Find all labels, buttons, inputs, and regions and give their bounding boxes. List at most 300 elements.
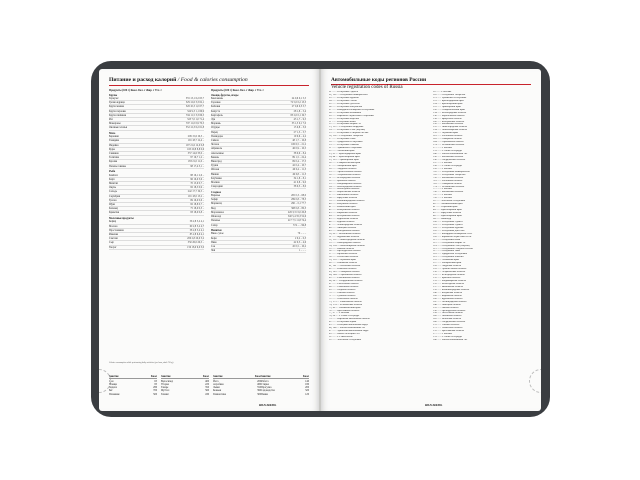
food-values: 48 1,7 – 10,8 — [292, 138, 306, 142]
food-name: Телятина — [109, 156, 120, 160]
energy-row — [109, 393, 157, 396]
region-code-row: 777 ...... г. Москва — [433, 188, 452, 191]
food-values: 191 18,0 13,2 – — [187, 194, 204, 198]
region-code-row: 19 ....... Республика Хакасия — [329, 144, 359, 147]
activity-name: Лыжи — [213, 386, 220, 390]
region-code-row: 47 ....... Ленинградская область — [329, 223, 362, 226]
food-name: Малина — [211, 180, 220, 184]
region-code-row: 112 ...... Республика Марий Эл — [433, 241, 466, 244]
food-name: Макароны — [109, 122, 121, 126]
region-code-row: 36 ....... Воронежская область — [329, 191, 361, 194]
activity-kcal: 85 — [154, 382, 157, 386]
food-values: 24 0,6 0,1 5,5 — [291, 96, 306, 100]
region-code-row: 111 ...... Республика Коми — [433, 238, 461, 241]
region-code-row: 61, 161 ... Ростовская область — [329, 265, 361, 268]
food-name: Варенье — [211, 194, 221, 198]
energy-header — [161, 375, 209, 379]
activity-kcal: 560 — [205, 389, 209, 393]
region-code-row: 163 ...... Самарская область — [433, 138, 462, 141]
region-code-row: 132 ...... Брянская область — [433, 277, 461, 280]
food-row — [211, 185, 306, 189]
activity-name: Прогулка — [261, 386, 272, 390]
food-values: 242 17,7 19,5 – — [187, 190, 204, 194]
food-name: Индейка — [109, 143, 119, 147]
region-code-row: 122 ...... Алтайский край — [433, 259, 459, 262]
food-name: Горошек — [211, 101, 221, 105]
food-name: Зефир — [211, 198, 218, 202]
region-code-row: 12 ....... Республика Марий Эл — [329, 123, 361, 126]
title-underline — [109, 85, 309, 86]
region-code-row: 40 ....... Калужская область — [329, 203, 358, 206]
food-name: Минтай — [109, 181, 118, 185]
region-code-row: 127 ...... Хабаровский край — [433, 262, 462, 265]
brand-logo: BRAUBERG — [259, 403, 277, 407]
region-code-row: 59, 159 ... Пермский край — [329, 259, 356, 262]
region-code-row: 68 ....... Тамбовская область — [329, 285, 359, 288]
activity-kcal: 320 — [305, 389, 309, 393]
region-code-row: 42 ....... Кемеровская область — [329, 209, 360, 212]
region-code-row: 55 ....... Омская область — [329, 247, 354, 250]
activity-kcal: 480 — [257, 382, 261, 386]
food-name: Кабачки — [211, 105, 221, 109]
food-name: Креветки — [109, 211, 120, 215]
region-code-row: 196 ...... Свердловская область — [433, 158, 466, 161]
food-values: 165 20,8 8,8 0,6 — [187, 147, 204, 151]
region-code-row: 126 ...... Ставропольский край — [433, 108, 465, 111]
region-code-row: 197 ...... г. Москва — [433, 161, 452, 164]
region-code-row: 114 ...... Республика Саха (Якутия) — [433, 244, 470, 247]
food-values: 38 0,9 – 8,4 — [293, 151, 306, 155]
food-values: 374 – – 99,8 — [293, 223, 306, 227]
region-code-row: 06 ....... Республика Ингушетия — [329, 105, 363, 108]
food-values: 350 26,0 26,5 – — [187, 241, 204, 245]
food-name: Клубника — [211, 176, 222, 180]
food-name: Крупа манная — [109, 105, 125, 109]
region-code-row: 135 ...... Вологодская область — [433, 282, 464, 285]
region-code-row: 105 ...... Республика Дагестан — [433, 229, 465, 232]
region-code-row: 75, 80 .... Забайкальский край — [329, 306, 361, 309]
food-name: Смородина — [211, 185, 224, 189]
food-name: Крупа пшённая — [109, 113, 127, 117]
activity-kcal: 500 — [153, 392, 157, 396]
region-code-row: 115 ...... Республика Северная Осетия — [433, 247, 473, 250]
food-name: Кальмар — [109, 207, 119, 211]
food-name: Сельдь — [109, 190, 117, 194]
activity-name: Пение — [261, 392, 268, 396]
region-code-row: 124 ...... Красноярский край — [433, 102, 463, 105]
region-code-row: 28 ....... Амурская область — [329, 167, 357, 170]
food-row — [211, 224, 306, 228]
food-values: 417 7,5 11,8 74,4 — [287, 219, 306, 223]
region-code-row: 134 ...... Волгоградская область — [433, 111, 467, 114]
region-code-row: 58 ....... Пензенская область — [329, 256, 359, 259]
region-code-row: 46 ....... Курская область — [329, 220, 355, 223]
region-code-row: 143 ...... Кировская область — [433, 294, 462, 297]
food-values: 82 18,8 0,7 – — [190, 202, 204, 206]
food-values: 38 0,3 – 8,0 — [293, 185, 306, 189]
region-code-row: 154 ...... Новосибирская область — [433, 129, 467, 132]
food-values: 33 1,3 0,1 7,0 — [291, 122, 306, 126]
food-name: Сметана — [109, 237, 119, 241]
region-code-row: 50, 90 .... Московская область — [329, 232, 361, 235]
activity-name: Стирка — [261, 382, 269, 386]
activity-name: Теннис — [161, 392, 169, 396]
region-code-row: 170 ...... Томская область — [433, 324, 460, 327]
region-code-row: 94 ....... Байконур — [433, 217, 452, 220]
region-code-row: 95 ....... Чеченская Республика — [329, 339, 361, 342]
region-code-row: 64, 164 ... Саратовская область — [329, 274, 362, 277]
food-name: Кофе — [211, 236, 217, 240]
region-code-row: 20 ....... Чеченская Республика — [433, 200, 465, 203]
food-name: Ряженка — [109, 232, 119, 236]
food-values: 83 2,0 0,1 19,7 — [290, 113, 306, 117]
food-values: 82 18,5 0,9 – — [190, 186, 204, 190]
food-name: Крупа перловая — [109, 109, 127, 113]
region-code-row: 13, 113 ... Республика Мордовия — [329, 126, 364, 129]
region-code-row: 174 ...... Челябинская область — [433, 144, 465, 147]
food-name: Чеснок — [211, 143, 219, 147]
food-values: 106 6,5 – 21,2 — [291, 143, 306, 147]
food-name: Свинина — [109, 152, 119, 156]
food-values: 209 15,6 16,3 – — [187, 135, 204, 139]
region-code-row: 34 ....... Волгоградская область — [329, 185, 362, 188]
region-code-row: 48 ....... Липецкая область — [329, 226, 357, 229]
food-name: Куры — [109, 147, 115, 151]
food-values: 290 – 0,1 77,7 — [291, 202, 306, 206]
food-name: Груши — [211, 164, 219, 168]
food-name: Абрикосы — [211, 147, 223, 151]
region-code-row: 190 ...... Московская область — [433, 155, 464, 158]
food-values: 334 11,5 3,3 66,5 — [185, 113, 204, 117]
region-code-row: 162 ...... Рязанская область — [433, 318, 461, 321]
activity-name: Танцы — [161, 386, 169, 390]
region-code-row: 702 ...... Республика Башкортостан — [433, 170, 470, 173]
region-code-row: 121 ...... Чувашская Республика — [433, 96, 467, 99]
activity-kcal: 180 — [305, 382, 309, 386]
region-code-row: 53 ....... Новгородская область — [329, 241, 361, 244]
region-codes-col-1 — [329, 91, 427, 342]
energy-header — [109, 375, 157, 379]
food-values: 324 9,3 1,1 66,9 — [187, 109, 204, 113]
title-en: Vehicle registration codes of Russia — [331, 85, 403, 90]
region-code-row: 142 ...... Кемеровская область — [433, 120, 465, 123]
region-code-row: 177 ...... г. Москва — [433, 333, 452, 336]
food-values: 56 2,8 3,2 4,1 — [189, 220, 204, 224]
food-values: 15 0,8 – 3,0 — [293, 126, 306, 130]
region-code-row: 100 ...... Республика Адыгея — [433, 220, 463, 223]
food-values: 97 19,7 1,2 – — [190, 156, 204, 160]
region-code-row: 23, 93 .... Краснодарский край — [329, 153, 361, 156]
food-values: 323 7,0 1,0 71,4 — [187, 117, 204, 121]
region-code-row: 89 ....... Ямало-Ненецкий АО — [329, 333, 360, 336]
activity-kcal: 200 — [257, 379, 261, 383]
region-code-row: 31 ....... Белгородская область — [329, 176, 361, 179]
section-heading: Напитки — [211, 229, 222, 233]
food-values: 326 10,3 1,0 67,7 — [185, 105, 204, 109]
region-code-row: 158 ...... Пензенская область — [433, 312, 463, 315]
food-values: 70 – – – — [297, 232, 306, 236]
food-name: Баранина — [109, 135, 120, 139]
food-name: Молоко — [109, 224, 118, 228]
region-code-row: 145 ...... Курганская область — [433, 297, 463, 300]
food-values: 27 0,6 0,3 5,7 — [291, 105, 306, 109]
activity-name: Ходьба — [109, 386, 117, 390]
activity-note: Calorie consumption while performing daily activities (per hour, adult 70 kg) — [109, 362, 174, 364]
region-code-row: 166 ...... Свердловская область — [433, 321, 466, 324]
region-code-row: 88 ....... Красноярский край — [433, 215, 462, 218]
food-values: 72 5,0 0,2 13,3 — [290, 101, 306, 105]
region-code-row: 35 ....... Вологодская область — [329, 188, 360, 191]
region-code-row: 159 ...... Пермский край — [433, 132, 458, 135]
region-code-row: 30 ....... Астраханская область — [329, 173, 361, 176]
region-code-row: 178 ...... г. Санкт-Петербург — [433, 336, 463, 339]
region-code-row: 152 ...... Нижегородская область — [433, 126, 467, 129]
region-code-row: 118 ...... Удмуртская Республика — [433, 253, 467, 256]
food-values: 540 5,4 35,3 52,6 — [287, 215, 306, 219]
region-code-row: 67 ....... Смоленская область — [329, 282, 359, 285]
region-code-row: 71 ....... Тульская область — [329, 294, 356, 297]
food-values: 308 0,8 – 80,3 — [291, 206, 306, 210]
region-code-row: 41 ....... Камчатский край — [329, 206, 356, 209]
region-code-row: 45 ....... Курганская область — [329, 217, 358, 220]
brand-logo: BRAUBERG — [425, 403, 443, 407]
region-code-row: 27 ....... Хабаровский край — [329, 164, 357, 167]
region-code-row: 103 ...... Республика Бурятия — [433, 226, 464, 229]
activity-name: Футбол — [161, 389, 170, 393]
food-name: Сахар — [211, 223, 218, 227]
food-name: Чай — [211, 249, 216, 253]
food-values: 329 12,6 3,3 62,1 — [185, 101, 204, 105]
food-values: 42 0,4 – 10,7 — [292, 164, 306, 168]
activity-name: Чтение — [109, 382, 117, 386]
food-name: Пиво — [211, 240, 217, 244]
region-code-row: 29 ....... Архангельская область — [329, 170, 362, 173]
food-name: Щука — [109, 202, 116, 206]
food-values: 70 15,9 0,7 – — [190, 181, 204, 185]
food-name: Морковь — [211, 122, 221, 126]
food-row — [109, 126, 204, 130]
region-code-row: 44 ....... Костромская область — [329, 215, 360, 218]
food-values: 49 0,8 – 11,3 — [292, 172, 306, 176]
region-code-row: 119 ...... Республика Хакасия — [433, 256, 464, 259]
activity-kcal: 140 — [305, 379, 309, 383]
region-code-row: 73, 173 ... Ульяновская область — [329, 300, 362, 303]
food-name: Кролик — [109, 160, 118, 164]
region-code-row: 39 ....... Калининградская область — [329, 200, 365, 203]
food-values: 60 2,8 3,2 4,7 — [189, 224, 204, 228]
region-code-row: 01 ....... Республика Адыгея — [329, 91, 359, 93]
region-code-row: 136 ...... Воронежская область — [433, 114, 465, 117]
food-values: 355 13,1 6,2 65,7 — [185, 96, 204, 100]
food-values: 88 16,1 2,6 – — [190, 173, 204, 177]
region-code-row: 87 ....... Чукотский автономный округ — [329, 330, 369, 333]
activity-name: Йога — [213, 379, 219, 383]
region-code-row: 82 ....... Республика Крым — [329, 321, 357, 324]
region-code-row: 797 ...... г. Москва — [433, 194, 452, 197]
activity-name: Гимнастика — [213, 392, 227, 396]
food-name: Бананы — [211, 155, 220, 159]
activity-kcal: 700 — [153, 389, 157, 393]
region-code-row: 18 ....... Удмуртская Республика — [329, 141, 363, 144]
region-code-row: 186 ...... Ханты-Мансийский АО — [433, 153, 468, 156]
food-values: 42 0,3 – 4,6 — [293, 240, 306, 244]
activity-kcal: 430 — [205, 392, 209, 396]
food-name: Кефир — [109, 220, 117, 224]
region-code-row: 164 ...... Саратовская область — [433, 141, 464, 144]
region-code-row: 107 ...... Кабардино-Балкарская Респ. — [433, 232, 473, 235]
region-code-row: 16, 116 ... Республика Татарстан — [329, 135, 364, 138]
region-code-row: 716 ...... Республика Татарстан — [433, 173, 466, 176]
section-heading: Молочные продукты — [109, 217, 134, 221]
food-name: Сок — [211, 245, 216, 249]
energy-header — [213, 375, 261, 379]
region-code-row: 140 ...... Калужская область — [433, 291, 462, 294]
activity-kcal: 200 — [305, 386, 309, 390]
food-values: 83 18,0 0,8 – — [190, 211, 204, 215]
food-values: 1 – – – — [298, 249, 306, 253]
food-values: 226 3,3 15,0 20,8 — [287, 210, 306, 214]
activity-name: Садоводство — [261, 389, 276, 393]
activity-kcal: 300 — [257, 392, 261, 396]
food-name: Мед — [211, 206, 216, 210]
food-name: Виноград — [211, 159, 222, 163]
food-values: 191 18,7 12,4 – — [187, 139, 204, 143]
section-heading: Крупы — [109, 93, 118, 97]
food-name: Простокваша — [109, 228, 124, 232]
region-code-row: 137 ...... Ивановская область — [433, 285, 463, 288]
region-code-row: 156 ...... Оренбургская область — [433, 309, 466, 312]
region-code-row: 186 ...... Ханты-Мансийский АО — [433, 339, 468, 342]
food-name: Скумбрия — [109, 194, 121, 198]
food-values: 357 14,6 33,0 – — [187, 152, 204, 156]
food-values: 337 11,0 0,9 70,5 — [185, 122, 204, 126]
food-name: Шоколад — [211, 215, 222, 219]
title-ru: Автомобильные коды регионов России — [331, 77, 427, 83]
food-values: 45 0,5 – 10,2 — [292, 245, 306, 249]
region-code-row: 761 ...... Ростовская область — [433, 179, 463, 182]
region-code-row: 09 ....... Карачаево-Черкесская Республика — [329, 114, 374, 117]
food-name: Рис — [109, 117, 113, 121]
food-name: Говядина — [109, 139, 120, 143]
activity-name: Уборка — [161, 382, 169, 386]
region-code-row: 774 ...... Челябинская область — [433, 185, 465, 188]
region-code-row: 123 ...... Краснодарский край — [433, 99, 464, 102]
col-header: Продукты (100 г) Ккал. Бел. г Жир. г Угл. г — [109, 89, 162, 92]
food-name: Печень говяжья — [109, 164, 127, 168]
activity-name: Работа — [261, 379, 269, 383]
region-code-row: 77, 97 .... г. Москва — [329, 312, 350, 315]
food-name: Гречка ядрица — [109, 101, 125, 105]
food-values: 98 17,4 3,1 – — [190, 164, 204, 168]
food-values: 206 2,8 20,0 3,2 — [187, 237, 204, 241]
region-code-row: 05 ....... Республика Дагестан — [329, 102, 360, 105]
region-code-row: 133 ...... Владимирская область — [433, 280, 466, 282]
energy-header — [261, 375, 309, 379]
food-name: Вино сухое — [211, 232, 224, 236]
region-code-row: 161 ...... Ростовская область — [433, 135, 463, 138]
section-heading: Мясо — [109, 132, 116, 136]
food-row — [109, 246, 204, 250]
food-values: 197 21,6 12,0 0,8 — [185, 143, 204, 147]
food-values: 299 0,8 – 78,3 — [291, 198, 306, 202]
region-code-row: 138 ...... Иркутская область — [433, 117, 462, 120]
region-code-row: 131 ...... Белгородская область — [433, 274, 465, 277]
activity-name: Коньки — [213, 389, 222, 393]
food-values: 183 21,0 11,0 – — [187, 160, 204, 164]
region-code-row: 130 ...... Астраханская область — [433, 271, 466, 274]
region-code-row: 116 ...... Республика Татарстан — [433, 93, 466, 96]
food-values: 75 18,0 0,3 – — [190, 207, 204, 211]
food-name: Карп — [109, 177, 115, 181]
section-heading: Овощи, фрукты, ягоды — [211, 93, 239, 97]
section-heading: Рыба — [109, 170, 116, 174]
region-code-row: 65 ....... Сахалинская область — [329, 277, 360, 280]
region-code-row: 80 ....... Забайкальский край — [433, 203, 463, 206]
region-code-row: 83 ....... Ненецкий автономный округ — [329, 324, 368, 327]
region-code-row: 49 ....... Магаданская область — [329, 229, 360, 232]
food-name: Мороженое — [211, 210, 224, 214]
region-code-row: 62 ....... Рязанская область — [329, 268, 357, 271]
energy-column — [161, 375, 209, 396]
left-page — [99, 69, 319, 411]
food-name: Апельсины — [211, 151, 224, 155]
region-code-row: 790 ...... Московская область — [433, 191, 464, 194]
region-code-row: 109 ...... Карачаево-Черкесская Респ. — [433, 235, 472, 238]
region-code-row: 32 ....... Брянская область — [329, 179, 356, 182]
page-corner-mark — [529, 369, 541, 393]
energy-header-activity: Занятие — [213, 375, 223, 378]
food-name: Баклажаны — [211, 96, 224, 100]
food-values: 46 0,9 – 10,5 — [292, 147, 306, 151]
energy-row — [261, 393, 309, 396]
activity-kcal: 65 — [154, 379, 157, 383]
region-code-row: 78, 98 .... г. Санкт-Петербург — [329, 315, 360, 318]
food-values: 156 18,0 9,0 3,0 — [187, 245, 204, 249]
region-code-row: 177 ...... г. Москва — [433, 147, 452, 150]
region-code-row: 21 ....... Чувашская Республика — [329, 147, 362, 150]
energy-table — [109, 375, 309, 405]
food-values: 85 2,8 6,0 4,1 — [189, 232, 204, 236]
region-code-row: 17 ....... Республика Тыва — [329, 138, 356, 141]
energy-header-activity: Занятие — [161, 375, 171, 378]
food-values: 19 0,6 – 4,2 — [293, 134, 306, 138]
food-values: 352 12,3 6,2 61,8 — [185, 126, 204, 130]
energy-header-kcal: Ккал — [302, 375, 309, 378]
region-code-row: 52, 152 ... Нижегородская область — [329, 238, 365, 241]
food-name: Творог — [109, 245, 117, 249]
region-code-row: 69 ....... Тверская область — [329, 288, 356, 291]
region-codes-col-2 — [433, 91, 531, 342]
energy-row — [213, 393, 261, 396]
region-code-row: 10 ....... Республика Карелия — [329, 117, 359, 120]
region-code-row: 26 ....... Ставропольский край — [329, 161, 361, 164]
region-code-row: 60 ....... Псковская область — [329, 262, 357, 265]
region-code-row: 25, 125 ... Приморский край — [329, 158, 359, 161]
food-name: Сыр — [109, 241, 114, 245]
activity-name: Аэробика — [213, 382, 224, 386]
region-code-row: 750 ...... Московская область — [433, 176, 464, 179]
activity-name: Бег — [109, 389, 113, 393]
col-header: Продукты (100 г) Ккал. Бел. г Жир. г Угл. г — [211, 89, 264, 92]
activity-kcal: 390 — [257, 389, 261, 393]
region-code-row: 15 ....... Республика Северная Осетия — [329, 132, 369, 135]
region-code-row: 66, 96 .... Свердловская область — [329, 280, 363, 282]
left-page-title — [109, 77, 311, 83]
food-values: 28 1,8 – 5,4 — [293, 109, 306, 113]
region-code-row: 125 ...... Приморский край — [433, 105, 461, 108]
region-code-row: 172 ...... Тюменская область — [433, 327, 463, 330]
food-name: Треска — [109, 198, 117, 202]
